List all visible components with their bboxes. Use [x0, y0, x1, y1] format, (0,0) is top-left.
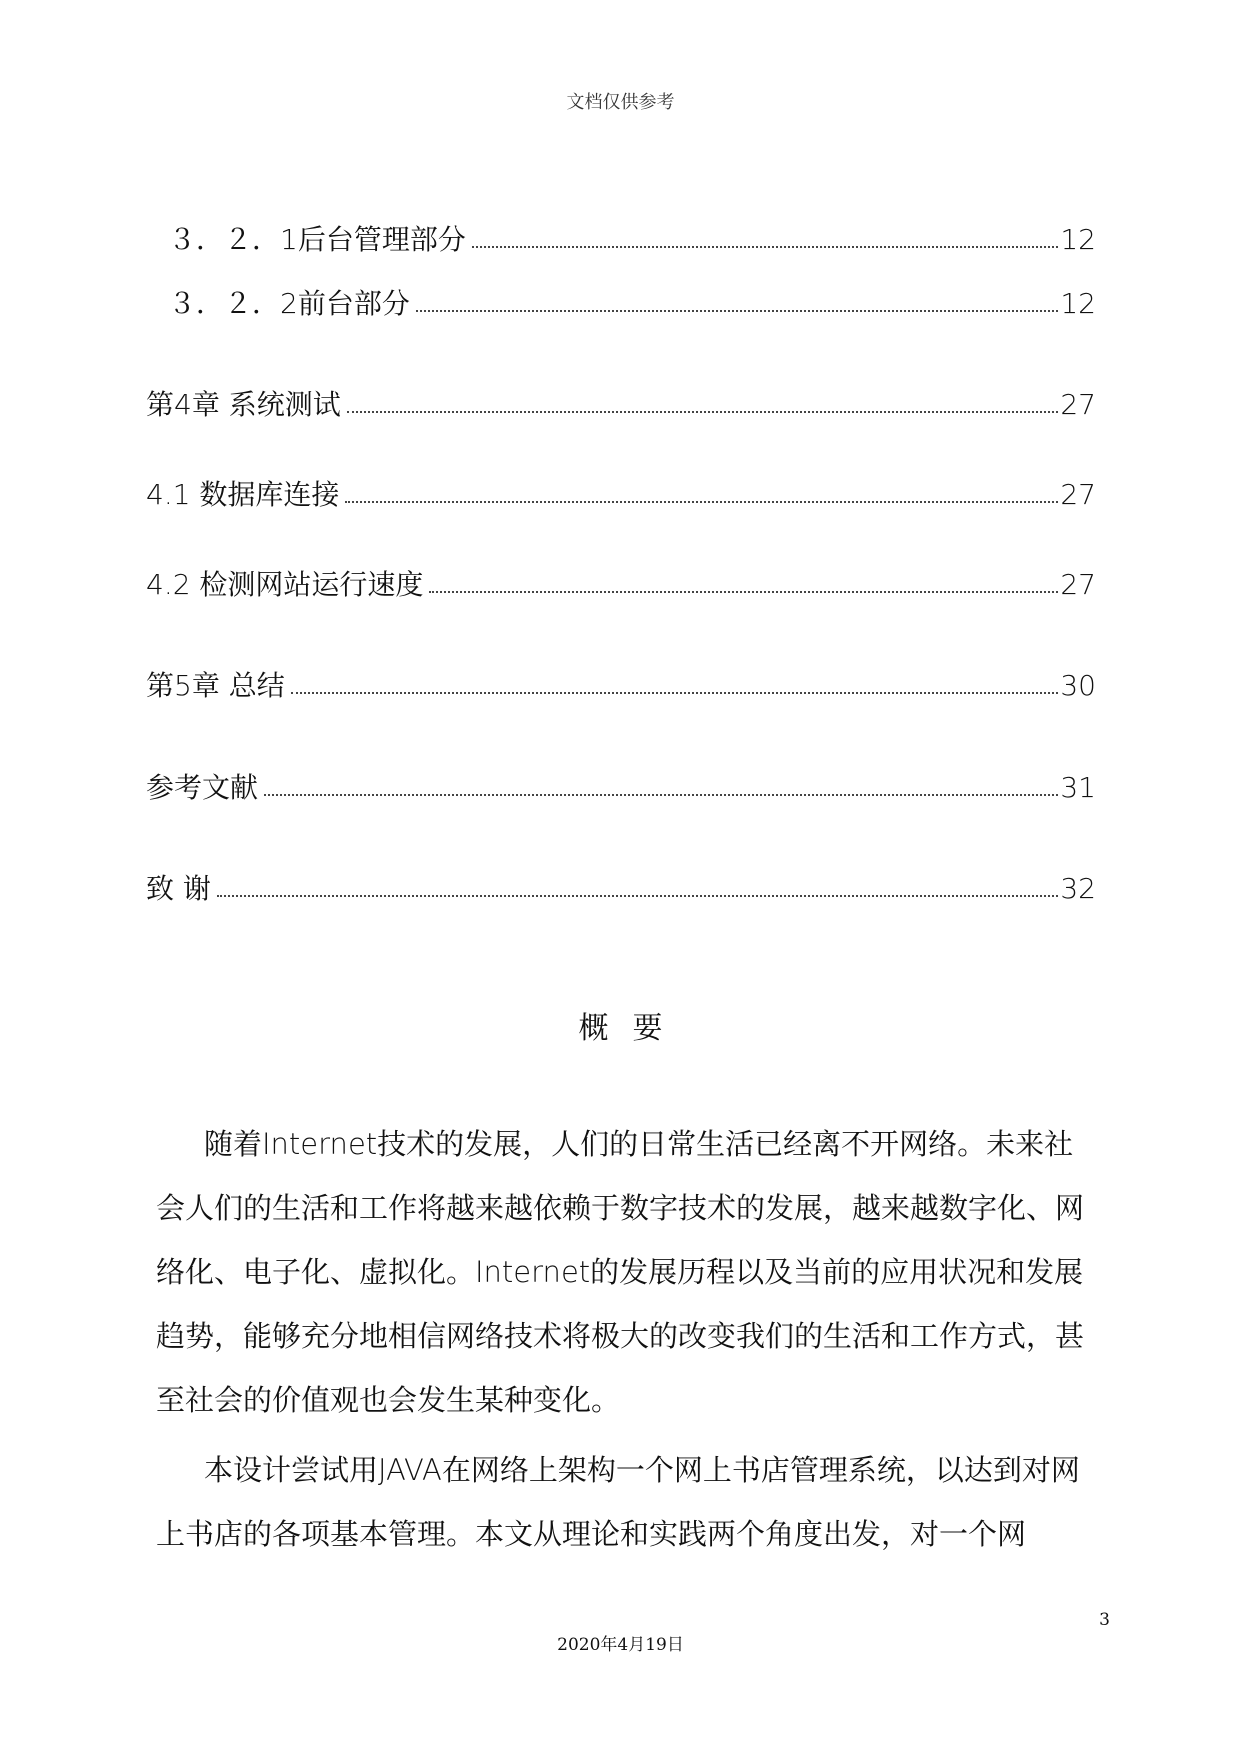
toc-dot-leader — [416, 310, 1059, 312]
toc-entry-title: ３．２．1后台管理部分 — [168, 223, 466, 256]
toc-dot-leader — [291, 692, 1059, 694]
toc-entry-page: 30 — [1060, 669, 1096, 702]
toc-entry-acknowledgements — [146, 869, 1096, 909]
toc-dot-leader — [429, 591, 1058, 593]
toc-entry-page: 12 — [1060, 287, 1096, 320]
toc-entry-page: 27 — [1060, 478, 1096, 511]
toc-dot-leader — [217, 895, 1058, 897]
page-footer-date: 2020年4月19日 — [557, 1635, 684, 1655]
toc-entry-title: 4.1 数据库连接 — [146, 478, 340, 511]
toc-entry-4-2 — [146, 565, 1096, 605]
toc-dot-leader — [345, 501, 1058, 503]
toc-entry-title: 参考文献 — [146, 771, 259, 804]
abstract-body — [156, 1112, 1096, 1572]
toc-entry-page: 12 — [1060, 223, 1096, 256]
toc-entry-page: 31 — [1060, 771, 1096, 804]
toc-entry-title: 第5章 总结 — [146, 669, 285, 702]
abstract-paragraph: 本设计尝试用JAVA在网络上架构一个网上书店管理系统，以达到对网上书店的各项基本管理。本文从理论和实践两个角度出发，对一个网 — [156, 1453, 1080, 1551]
abstract-paragraph: 随着Internet技术的发展，人们的日常生活已经离不开网络。未来社会人们的生活和工作将越来越依赖于数字技术的发展，越来越数字化、网络化、电子化、虚拟化。Internet的发展历程以及当前的应用状况和发展趋势，能够充分地相信网络技术将极大的改变我们的生活和工作方式，甚至社会的价值观也会发生某种变化。 — [156, 1127, 1085, 1417]
toc-entry-references — [146, 768, 1096, 808]
toc-dot-leader — [472, 246, 1059, 248]
toc-entry-title: 第4章 系统测试 — [146, 388, 341, 421]
abstract-heading: 概要 — [578, 1011, 687, 1046]
toc-entry-title: 4.2 检测网站运行速度 — [146, 568, 424, 601]
toc-entry-title: 致 谢 — [146, 872, 211, 905]
toc-dot-leader — [264, 794, 1058, 796]
toc-entry-4-1 — [146, 475, 1096, 515]
toc-entry-page: 32 — [1060, 872, 1096, 905]
toc-entry-chapter-4 — [146, 385, 1096, 425]
toc-entry-chapter-5 — [146, 666, 1096, 706]
toc-dot-leader — [347, 411, 1059, 413]
toc-entry-3-2-1 — [168, 220, 1096, 260]
toc-entry-title: ３．２．2前台部分 — [168, 287, 410, 320]
toc-entry-page: 27 — [1060, 388, 1096, 421]
toc-entry-page: 27 — [1060, 568, 1096, 601]
toc-entry-3-2-2 — [168, 284, 1096, 324]
page-number: 3 — [1099, 1610, 1110, 1630]
page-header: 文档仅供参考 — [566, 92, 675, 113]
